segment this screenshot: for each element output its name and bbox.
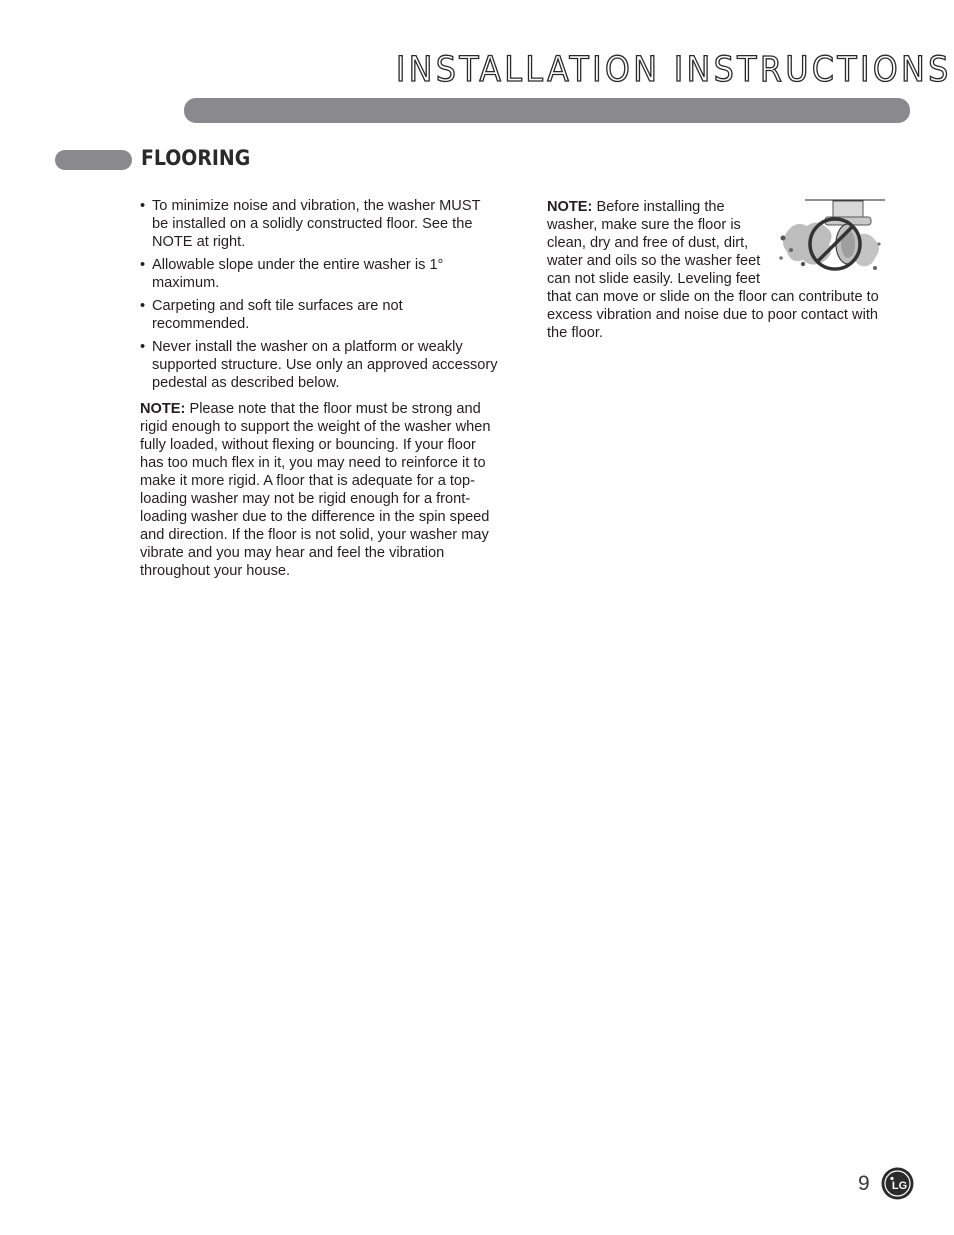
lg-logo-text: LG	[891, 1180, 908, 1192]
left-column	[140, 197, 500, 580]
list-item: • Carpeting and soft tile surfaces are not recommended.	[140, 297, 500, 333]
requirements-list	[140, 197, 500, 392]
section-heading: FLOORING	[141, 146, 251, 170]
note-text: Before installing the washer, make sure the floor is clean, dry and free of dust, dirt, water and oils so the washer feet can not slide easily. Leveling feet that can move or slide on the floor can contribute to excess vibration and noise due to poor contact with the floor.	[547, 199, 879, 341]
section-pill-decoration	[55, 150, 132, 170]
lg-logo-icon	[881, 1167, 914, 1200]
page-number: 9	[858, 1172, 870, 1195]
note-text: Please note that the floor must be strong and rigid enough to support the weight of the washer when fully loaded, without flexing or bouncing. If your floor has too much flex in it, you may need to reinforce it to make it more rigid. A floor that is adequate for a top-loading washer may not be rigid enough for a front-loading washer due to the difference in the spin speed and direction. If the floor is not solid, your washer may vibrate and you may hear and feel the vibration throughout your house.	[140, 401, 491, 579]
floor-strength-note	[140, 400, 500, 580]
list-item: • To minimize noise and vibration, the washer MUST be installed on a solidly constructed floor. See the NOTE at right.	[140, 197, 500, 251]
right-column	[547, 198, 887, 342]
note-label: NOTE:	[140, 401, 186, 417]
no-dirty-floor-icon	[775, 198, 887, 278]
list-item: • Never install the washer on a platform or weakly supported structure. Use only an approved accessory pedestal as described below.	[140, 338, 500, 392]
note-label: NOTE:	[547, 199, 593, 215]
page-title: INSTALLATION INSTRUCTIONS	[396, 50, 952, 90]
title-bar	[184, 98, 910, 123]
list-item: • Allowable slope under the entire washer is 1° maximum.	[140, 256, 500, 292]
